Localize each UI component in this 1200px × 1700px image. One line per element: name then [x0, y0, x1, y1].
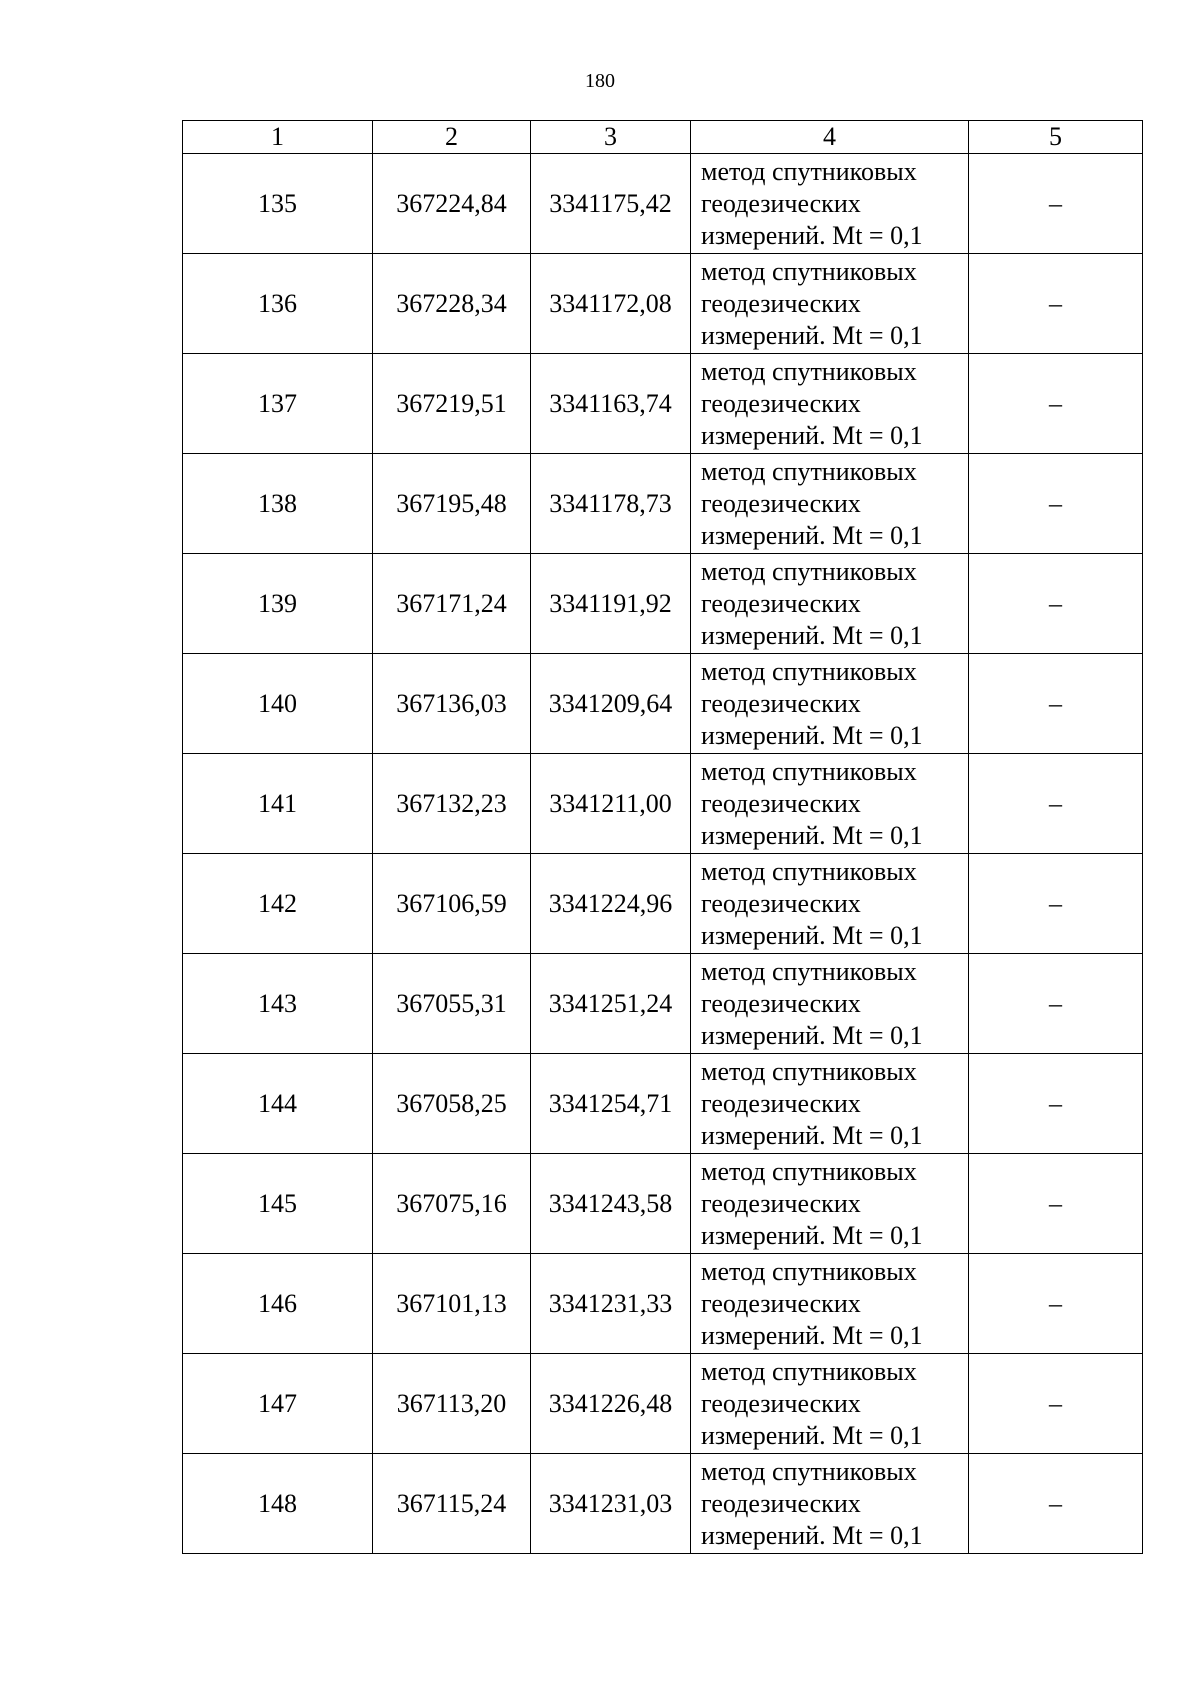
method-line: измерений. Mt = 0,1 [701, 820, 923, 850]
method-line: метод спутниковых [701, 156, 917, 186]
method-line: измерений. Mt = 0,1 [701, 1520, 923, 1550]
table-row [183, 154, 1143, 254]
y-coordinate-cell: 3341231,03 [531, 1454, 691, 1554]
method-line: геодезических [701, 788, 861, 818]
table-row [183, 654, 1143, 754]
method-line: измерений. Mt = 0,1 [701, 1320, 923, 1350]
x-coordinate-cell: 367228,34 [373, 254, 531, 354]
method-cell [691, 354, 969, 454]
note-cell: – [969, 254, 1143, 354]
x-coordinate-cell: 367055,31 [373, 954, 531, 1054]
point-number-cell: 148 [183, 1454, 373, 1554]
point-number-cell: 137 [183, 354, 373, 454]
coordinates-table [182, 120, 1143, 1554]
x-coordinate-cell: 367113,20 [373, 1354, 531, 1454]
x-coordinate-cell: 367171,24 [373, 554, 531, 654]
method-line: измерений. Mt = 0,1 [701, 520, 923, 550]
method-line: геодезических [701, 488, 861, 518]
y-coordinate-cell: 3341191,92 [531, 554, 691, 654]
point-number-cell: 144 [183, 1054, 373, 1154]
method-line: измерений. Mt = 0,1 [701, 1220, 923, 1250]
method-line: метод спутниковых [701, 256, 917, 286]
point-number-cell: 141 [183, 754, 373, 854]
method-line: метод спутниковых [701, 1356, 917, 1386]
y-coordinate-cell: 3341251,24 [531, 954, 691, 1054]
method-cell [691, 554, 969, 654]
x-coordinate-cell: 367224,84 [373, 154, 531, 254]
note-cell: – [969, 854, 1143, 954]
method-line: геодезических [701, 188, 861, 218]
method-line: геодезических [701, 1088, 861, 1118]
point-number-cell: 140 [183, 654, 373, 754]
method-line: измерений. Mt = 0,1 [701, 1420, 923, 1450]
method-cell [691, 1354, 969, 1454]
y-coordinate-cell: 3341231,33 [531, 1254, 691, 1354]
method-line: геодезических [701, 688, 861, 718]
x-coordinate-cell: 367115,24 [373, 1454, 531, 1554]
y-coordinate-cell: 3341172,08 [531, 254, 691, 354]
note-cell: – [969, 1154, 1143, 1254]
x-coordinate-cell: 367136,03 [373, 654, 531, 754]
method-line: метод спутниковых [701, 1156, 917, 1186]
method-line: измерений. Mt = 0,1 [701, 620, 923, 650]
table-row [183, 954, 1143, 1054]
table-row [183, 1154, 1143, 1254]
point-number-cell: 145 [183, 1154, 373, 1254]
x-coordinate-cell: 367195,48 [373, 454, 531, 554]
method-line: метод спутниковых [701, 956, 917, 986]
note-cell: – [969, 354, 1143, 454]
y-coordinate-cell: 3341163,74 [531, 354, 691, 454]
table-row [183, 1054, 1143, 1154]
method-cell [691, 654, 969, 754]
y-coordinate-cell: 3341211,00 [531, 754, 691, 854]
method-line: измерений. Mt = 0,1 [701, 320, 923, 350]
method-line: измерений. Mt = 0,1 [701, 420, 923, 450]
point-number-cell: 146 [183, 1254, 373, 1354]
method-line: метод спутниковых [701, 356, 917, 386]
table-row [183, 454, 1143, 554]
note-cell: – [969, 154, 1143, 254]
y-coordinate-cell: 3341243,58 [531, 1154, 691, 1254]
point-number-cell: 138 [183, 454, 373, 554]
point-number-cell: 135 [183, 154, 373, 254]
x-coordinate-cell: 367132,23 [373, 754, 531, 854]
method-line: метод спутниковых [701, 456, 917, 486]
y-coordinate-cell: 3341226,48 [531, 1354, 691, 1454]
method-line: геодезических [701, 588, 861, 618]
method-line: геодезических [701, 888, 861, 918]
method-line: геодезических [701, 388, 861, 418]
point-number-cell: 136 [183, 254, 373, 354]
note-cell: – [969, 1454, 1143, 1554]
page-number: 180 [585, 70, 615, 92]
method-cell [691, 954, 969, 1054]
note-cell: – [969, 554, 1143, 654]
method-line: метод спутниковых [701, 556, 917, 586]
method-cell [691, 1254, 969, 1354]
y-coordinate-cell: 3341209,64 [531, 654, 691, 754]
table-body [183, 154, 1143, 1554]
header-cell-2: 2 [373, 121, 531, 154]
table-row [183, 854, 1143, 954]
x-coordinate-cell: 367101,13 [373, 1254, 531, 1354]
method-cell [691, 1054, 969, 1154]
method-line: измерений. Mt = 0,1 [701, 1020, 923, 1050]
header-cell-1: 1 [183, 121, 373, 154]
table-row [183, 1354, 1143, 1454]
note-cell: – [969, 954, 1143, 1054]
point-number-cell: 143 [183, 954, 373, 1054]
y-coordinate-cell: 3341224,96 [531, 854, 691, 954]
header-cell-3: 3 [531, 121, 691, 154]
method-line: метод спутниковых [701, 756, 917, 786]
header-cell-4: 4 [691, 121, 969, 154]
table-row [183, 354, 1143, 454]
y-coordinate-cell: 3341178,73 [531, 454, 691, 554]
x-coordinate-cell: 367219,51 [373, 354, 531, 454]
table-row [183, 554, 1143, 654]
method-line: геодезических [701, 988, 861, 1018]
method-cell [691, 154, 969, 254]
note-cell: – [969, 1254, 1143, 1354]
note-cell: – [969, 1354, 1143, 1454]
method-cell [691, 1454, 969, 1554]
method-cell [691, 1154, 969, 1254]
method-cell [691, 754, 969, 854]
method-cell [691, 254, 969, 354]
point-number-cell: 139 [183, 554, 373, 654]
method-line: метод спутниковых [701, 1256, 917, 1286]
method-line: геодезических [701, 1288, 861, 1318]
method-cell [691, 454, 969, 554]
method-cell [691, 854, 969, 954]
x-coordinate-cell: 367075,16 [373, 1154, 531, 1254]
point-number-cell: 142 [183, 854, 373, 954]
note-cell: – [969, 454, 1143, 554]
table-row [183, 254, 1143, 354]
y-coordinate-cell: 3341254,71 [531, 1054, 691, 1154]
method-line: измерений. Mt = 0,1 [701, 720, 923, 750]
x-coordinate-cell: 367058,25 [373, 1054, 531, 1154]
method-line: метод спутниковых [701, 1056, 917, 1086]
method-line: измерений. Mt = 0,1 [701, 220, 923, 250]
header-cell-5: 5 [969, 121, 1143, 154]
y-coordinate-cell: 3341175,42 [531, 154, 691, 254]
table-header [183, 121, 1143, 154]
method-line: метод спутниковых [701, 1456, 917, 1486]
x-coordinate-cell: 367106,59 [373, 854, 531, 954]
point-number-cell: 147 [183, 1354, 373, 1454]
note-cell: – [969, 654, 1143, 754]
method-line: метод спутниковых [701, 656, 917, 686]
table-row [183, 754, 1143, 854]
method-line: метод спутниковых [701, 856, 917, 886]
table-row [183, 1454, 1143, 1554]
method-line: геодезических [701, 1488, 861, 1518]
method-line: геодезических [701, 1188, 861, 1218]
note-cell: – [969, 754, 1143, 854]
method-line: геодезических [701, 1388, 861, 1418]
table-row [183, 1254, 1143, 1354]
note-cell: – [969, 1054, 1143, 1154]
method-line: измерений. Mt = 0,1 [701, 1120, 923, 1150]
method-line: геодезических [701, 288, 861, 318]
header-row [183, 121, 1143, 154]
method-line: измерений. Mt = 0,1 [701, 920, 923, 950]
